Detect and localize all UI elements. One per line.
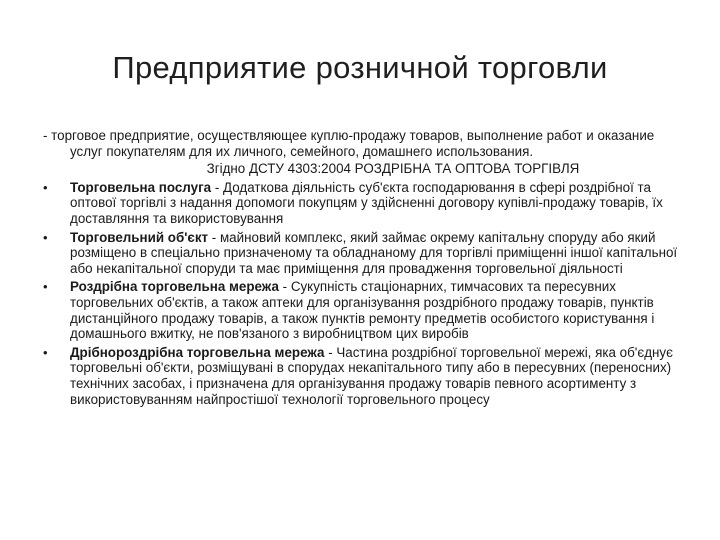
bullet-icon: • — [43, 179, 48, 195]
slide-body — [43, 128, 683, 410]
list-item — [43, 279, 683, 341]
list-item — [43, 230, 683, 277]
term-definition: - Частина роздрібної торговельної мережі, яка об'єднує торговельні об'єкти, розміщувані в спорудах некапітального типу або в пересувних (переносних) технічних засобах, і призначена для організування продажу товарів певного асортименту з використовуванням найпростішої технології торговельного процесу — [70, 344, 673, 407]
bullet-icon: • — [43, 344, 48, 360]
list-item — [43, 180, 683, 227]
definition-list — [43, 180, 683, 407]
term-definition: - Додаткова діяльність суб'єкта господарювання в сфері роздрібної та оптової торгівлі з надання допомоги покупцям у здійсненні договору купівлі-продажу товарів, їх доставляння та використовування — [70, 179, 663, 226]
term-definition: - майновий комплекс, який займає окрему капітальну споруду або який розміщено в спеціально призначеному та обладнаному для торгівлі приміщенні іншої капітальної або некапітальної споруди та має приміщення для провадження торговельної діяльності — [70, 229, 678, 276]
term-label: Торговельний об'єкт — [70, 229, 209, 245]
standard-subheading: Згідно ДСТУ 4303:2004 РОЗДРІБНА ТА ОПТОВА ТОРГІВЛЯ — [206, 161, 580, 177]
bullet-icon: • — [43, 229, 48, 245]
slide-title: Предприятие розничной торговли — [112, 50, 608, 85]
bullet-icon: • — [43, 279, 48, 295]
term-label: Роздрібна торговельна мережа — [70, 279, 279, 295]
intro-paragraph: - торговое предприятие, осуществляющее куплю-продажу товаров, выполнение работ и оказание услуг покупателям для их личного, семейного, домашнего использования. — [43, 128, 655, 159]
term-definition: - Сукупність стаціонарних, тимчасових та пересувних торговельних об'єктів, а також аптеки для організування роздрібного продажу товарів, пунктів дистанційного продажу товарів, а також пунктів ремонту предметів особистого користування і домашнього вжитку, не пов'язаного з виробництвом цих виробів — [70, 279, 655, 342]
list-item — [43, 345, 683, 407]
term-label: Дрібнороздрібна торговельна мережа — [70, 344, 325, 360]
term-label: Торговельна послуга — [70, 179, 212, 195]
